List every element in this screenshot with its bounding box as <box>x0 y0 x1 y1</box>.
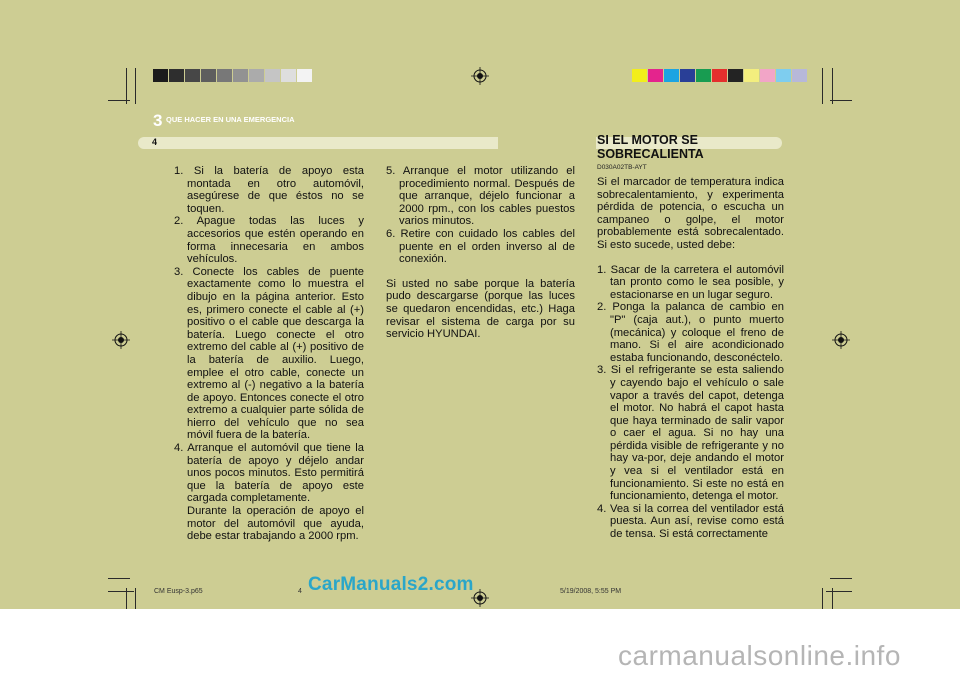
list-item: 4. Vea si la correa del ventilador está puesta. Aun así, revise como está de tensa. Si está correctamente <box>597 502 785 541</box>
registration-target-icon <box>471 67 489 85</box>
color-swatch <box>776 69 791 82</box>
footer-date: 5/19/2008, 5:55 PM <box>560 588 622 595</box>
intro-paragraph: Si el marcador de temperatura indica sobrecalentamiento, y experimenta pérdida de potencia, o escucha un campaneo o golpe, el motor probablemente está sobrecalentado. Si esto sucede, usted debe: <box>597 176 784 251</box>
color-swatch <box>696 69 711 82</box>
gray-swatch <box>249 69 264 82</box>
color-swatch <box>792 69 807 82</box>
section-title-line2: SOBRECALIENTA <box>597 146 704 161</box>
chapter-title: QUE HACER EN UNA EMERGENCIA <box>166 115 295 124</box>
column-right <box>597 176 784 541</box>
page-number: 4 <box>152 137 158 147</box>
list-item: 1. Si la batería de apoyo esta montada en otro automóvil, asegúrese de que éstos no se toquen. <box>174 165 364 215</box>
list-continuation: Durante la operación de apoyo el motor del automóvil que ayuda, debe estar trabajando a 2000 rpm. <box>187 505 364 543</box>
registration-target-icon <box>112 331 130 349</box>
registration-target-icon <box>832 331 850 349</box>
section-title <box>597 134 704 161</box>
doc-code: D030A02TB-AYT <box>597 164 647 171</box>
list-item: 6. Retire con cuidado los cables del puente en el orden inverso al de conexión. <box>386 227 575 266</box>
color-swatch <box>680 69 695 82</box>
header-bar-left <box>138 137 498 149</box>
list-item: 5. Arranque el motor utilizando el procedimiento normal. Después de que arranque, déjelo funcionar a 2000 rpm., con los cables puestos varios minutos. <box>386 165 575 228</box>
gray-swatch <box>201 69 216 82</box>
list-item: 3. Conecte los cables de puente exactamente como lo muestra el dibujo en la página anterior. Esto es, primero conecte el cable al (+) positivo o el cable que descarga la batería. Luego conecte el otro extremo del cable al (+) positivo de la batería de auxilio. Luego, emplee el otro cable, conecte un extremo al (-) negativo a la batería de apoyo. Entonces conecte el otro extremo a cualquier parte sólida de hierro del vehículo que no sea móvil fuera de la batería. <box>174 265 365 442</box>
section-title-line1: SI EL MOTOR SE <box>597 133 698 147</box>
list-item: 4. Arranque el automóvil que tiene la batería de apoyo y déjelo andar unos pocos minutos. Esto permitirá que la batería de apoyo este cargada completamente. <box>174 442 364 505</box>
list-item: 2. Apague todas las luces y accesorios que estén operando en forma innecesaria en ambos vehículos. <box>174 215 364 266</box>
color-swatch <box>648 69 663 82</box>
gray-swatch <box>297 69 312 82</box>
paragraph: Si usted no sabe porque la batería pudo descargarse (porque las luces se quedaron encendidas, etc.) Haga revisar el sistema de carga por su servicio HYUNDAI. <box>386 277 575 341</box>
footer-page: 4 <box>298 588 302 595</box>
color-swatch <box>632 69 647 82</box>
watermark-carmanuals2[interactable]: CarManuals2.com <box>308 574 474 595</box>
column-left <box>174 165 364 543</box>
color-swatch <box>712 69 727 82</box>
list-item: 1. Sacar de la carretera el automóvil tan pronto como le sea posible, y estacionarse en un lugar seguro. <box>597 263 784 301</box>
gray-swatch <box>233 69 248 82</box>
color-swatch <box>760 69 775 82</box>
footer-file-name: CM Eusp-3.p65 <box>154 588 203 595</box>
color-swatch <box>744 69 759 82</box>
chapter-number: 3 <box>153 111 163 130</box>
list-item: 3. Si el refrigerante se esta saliendo y cayendo bajo el vehículo o sale vapor a través del capot, detenga el motor. No habrá el capot hasta que haya terminado de salir vapor o caer el agua. Si no hay una pérdida visible de refrigerante y no hay va-por, deje andando el motor y vea si el ventilador está en funcionamiento. Si este no está en funcionamiento, detenga el motor. <box>597 364 785 503</box>
gray-swatch <box>281 69 296 82</box>
gray-swatch <box>153 69 168 82</box>
color-swatch <box>728 69 743 82</box>
gray-swatch <box>265 69 280 82</box>
gray-swatch <box>185 69 200 82</box>
gray-swatch <box>169 69 184 82</box>
gray-swatch <box>217 69 232 82</box>
color-swatch <box>664 69 679 82</box>
registration-target-icon <box>471 589 489 607</box>
list-item: 2. Ponga la palanca de cambio en "P" (caja aut.), o punto muerto (mecánica) y coloque el freno de mano. Si el aire acondicionado estaba funcionando, desconéctelo. <box>597 301 784 364</box>
watermark-carmanualsonline[interactable]: carmanualsonline.info <box>618 640 901 671</box>
column-middle <box>386 165 575 341</box>
